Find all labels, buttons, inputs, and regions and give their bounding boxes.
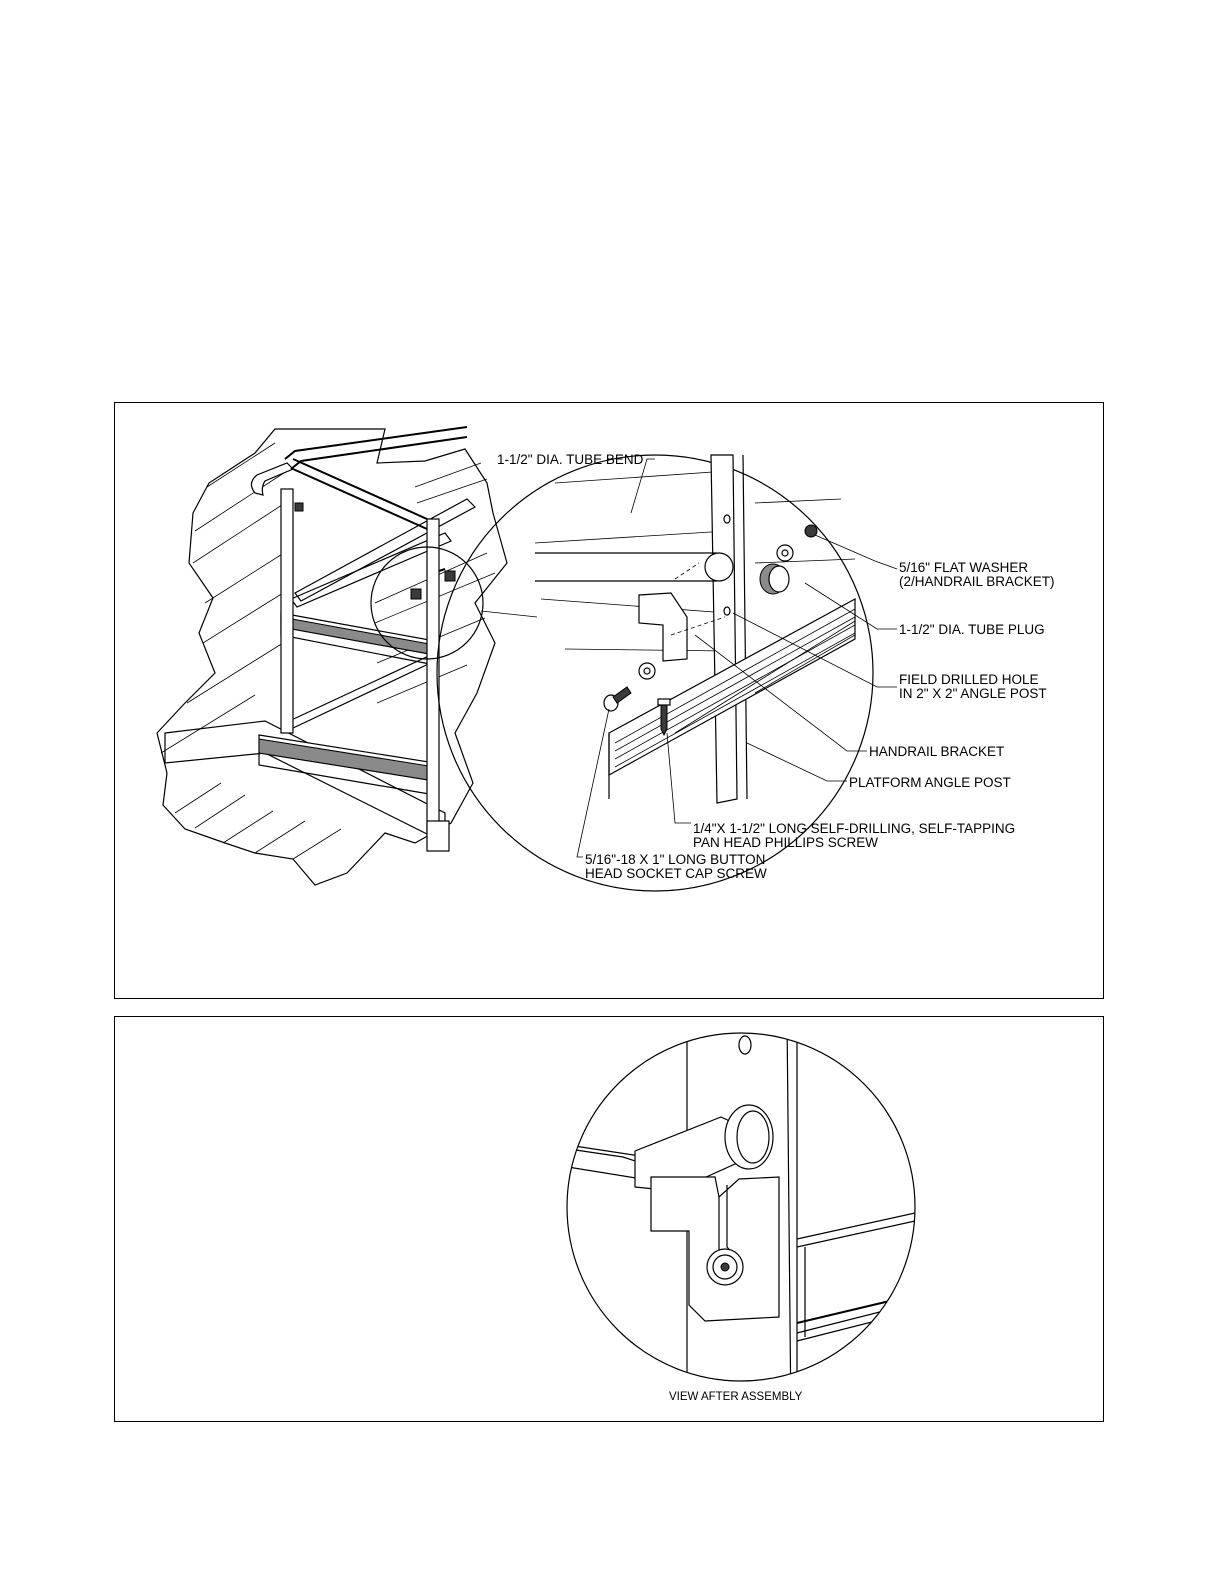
label-field-drilled-hole-1: FIELD DRILLED HOLE: [899, 672, 1039, 687]
platform-overview-drawing: [157, 427, 537, 885]
button-head-cap-screw: [604, 687, 631, 711]
label-platform-angle-post: PLATFORM ANGLE POST: [849, 775, 1011, 790]
label-field-drilled-hole-2: IN 2" X 2" ANGLE POST: [899, 686, 1047, 701]
label-flat-washer-2: (2/HANDRAIL BRACKET): [899, 574, 1055, 589]
label-handrail-bracket: HANDRAIL BRACKET: [869, 744, 1005, 759]
assembled-view-drawing: [115, 1017, 1105, 1423]
label-cap-screw-2: HEAD SOCKET CAP SCREW: [585, 866, 767, 881]
stair-tread-lower: [259, 735, 435, 795]
label-self-drilling-screw-1: 1/4"X 1-1/2" LONG SELF-DRILLING, SELF-TAPPING: [693, 821, 1016, 836]
platform-angle-post-left: [281, 489, 293, 733]
label-flat-washer-1: 5/16" FLAT WASHER: [899, 560, 1029, 575]
exploded-view-panel: [114, 402, 1104, 999]
view-after-assembly-caption: VIEW AFTER ASSEMBLY: [669, 1391, 803, 1403]
exploded-view-drawing: [115, 403, 1105, 1000]
label-cap-screw-1: 5/16"-18 X 1" LONG BUTTON: [585, 852, 766, 867]
assembled-detail-circle: [555, 1017, 915, 1423]
label-tube-bend: 1-1/2" DIA. TUBE BEND: [497, 452, 644, 467]
handrail-bracket-assembled: [651, 1177, 779, 1321]
assembled-view-panel: [114, 1016, 1104, 1422]
handrail-bracket: [639, 593, 687, 661]
angle-post: [711, 455, 737, 803]
label-self-drilling-screw-2: PAN HEAD PHILLIPS SCREW: [693, 835, 879, 850]
label-tube-plug: 1-1/2" DIA. TUBE PLUG: [899, 622, 1045, 637]
